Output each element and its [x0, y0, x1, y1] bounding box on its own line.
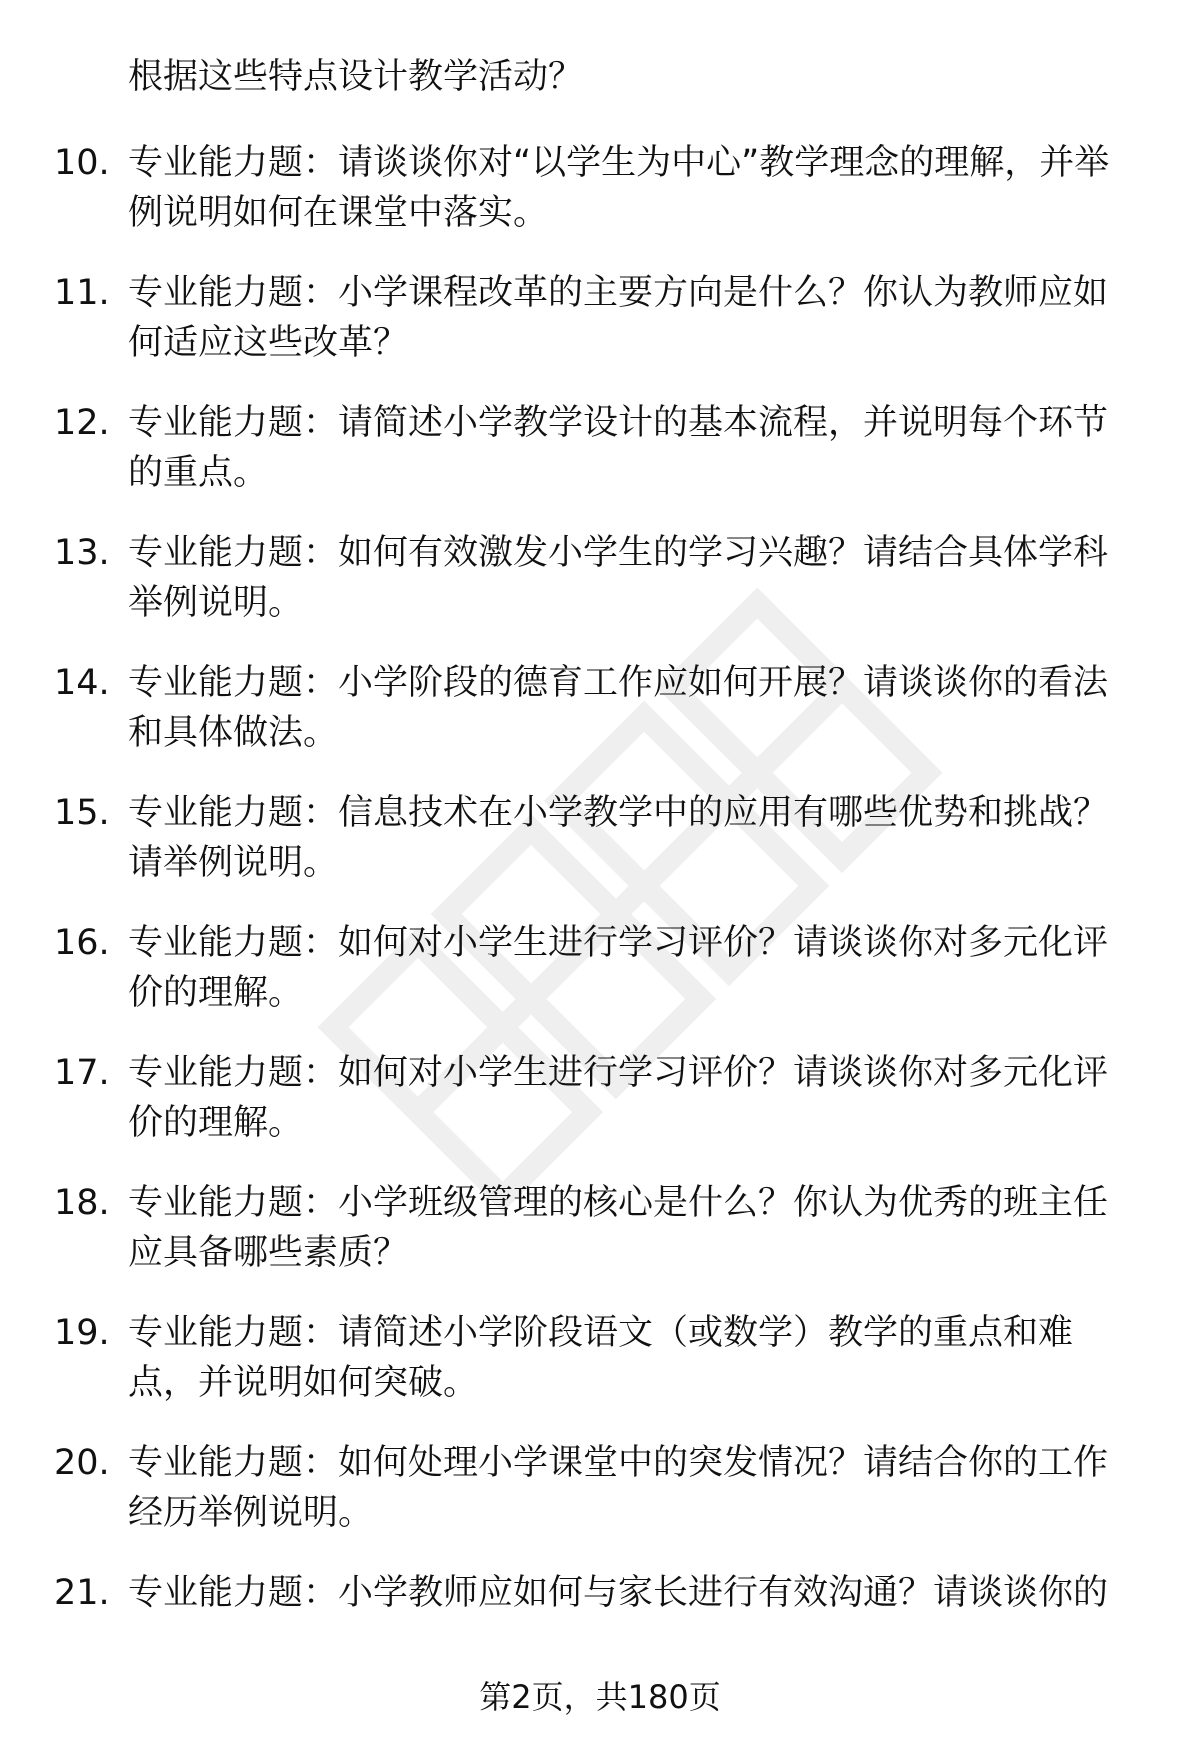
item-number: 17.: [54, 1053, 110, 1093]
item-text: 专业能力题：小学班级管理的核心是什么？你认为优秀的班主任应具备哪些素质？: [128, 1183, 1109, 1273]
list-item: [0, 788, 1200, 888]
item-text: 专业能力题：请简述小学阶段语文（或数学）教学的重点和难点，并说明如何突破。: [128, 1313, 1074, 1403]
item-number: 16.: [54, 923, 110, 963]
list-item: [0, 138, 1200, 238]
item-text: 专业能力题：如何有效激发小学生的学习兴趣？请结合具体学科举例说明。: [128, 533, 1109, 623]
item-text: 专业能力题：请简述小学教学设计的基本流程，并说明每个环节的重点。: [128, 403, 1109, 493]
item-number: 20.: [54, 1443, 110, 1483]
item-text: 专业能力题：信息技术在小学教学中的应用有哪些优势和挑战？请举例说明。: [128, 793, 1109, 883]
item-text: 专业能力题：如何对小学生进行学习评价？请谈谈你对多元化评价的理解。: [128, 923, 1109, 1013]
item-text: 专业能力题：如何对小学生进行学习评价？请谈谈你对多元化评价的理解。: [128, 1053, 1109, 1143]
item-text: 专业能力题：小学阶段的德育工作应如何开展？请谈谈你的看法和具体做法。: [128, 663, 1109, 753]
item-text: 专业能力题：如何处理小学课堂中的突发情况？请结合你的工作经历举例说明。: [128, 1443, 1109, 1533]
list-item: [0, 268, 1200, 368]
list-item: [0, 1178, 1200, 1278]
item-number: 15.: [54, 793, 110, 833]
list-item: [0, 398, 1200, 498]
item-text: 专业能力题：小学教师应如何与家长进行有效沟通？请谈谈你的: [128, 1573, 1109, 1613]
list-item: [0, 528, 1200, 628]
page-footer: 第2页，共180页: [479, 1678, 721, 1716]
list-item: [0, 1568, 1200, 1618]
document-body: [0, 52, 1200, 1648]
list-item: [0, 1438, 1200, 1538]
list-item: [0, 918, 1200, 1018]
item-number: 11.: [54, 273, 110, 313]
item-text: 专业能力题：请谈谈你对“以学生为中心”教学理念的理解，并举例说明如何在课堂中落实。: [128, 143, 1110, 233]
item-number: 18.: [54, 1183, 110, 1223]
item-number: 13.: [54, 533, 110, 573]
item-number: 14.: [54, 663, 110, 703]
continued-text: 根据这些特点设计教学活动？: [128, 57, 584, 97]
item-number: 12.: [54, 403, 110, 443]
list-item: [0, 658, 1200, 758]
item-number: 21.: [54, 1573, 110, 1613]
item-number: 19.: [54, 1313, 110, 1353]
item-number: 10.: [54, 143, 110, 183]
list-item: [0, 1308, 1200, 1408]
item-text: 专业能力题：小学课程改革的主要方向是什么？你认为教师应如何适应这些改革？: [128, 273, 1109, 363]
list-item: [0, 1048, 1200, 1148]
